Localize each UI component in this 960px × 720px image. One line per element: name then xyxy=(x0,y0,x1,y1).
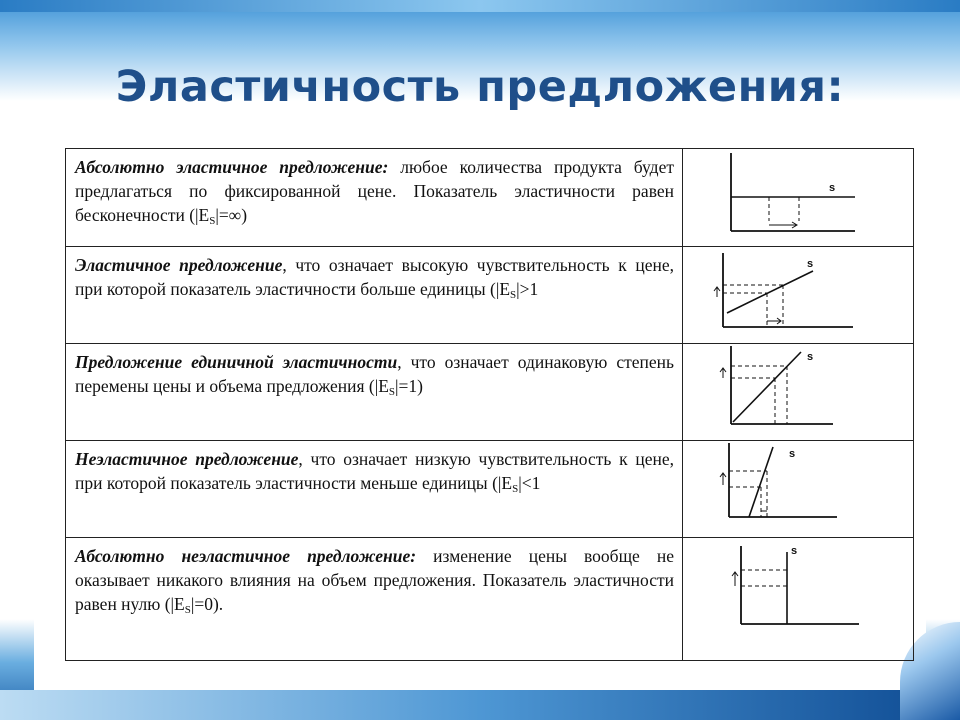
row-text-end: |=1) xyxy=(395,376,423,396)
bottom-decor-band xyxy=(0,690,960,720)
row-term: Абсолютно эластичное предложение: xyxy=(75,157,389,177)
row-text-end: |=∞) xyxy=(215,205,248,225)
supply-label: s xyxy=(789,448,796,460)
graph-cell xyxy=(683,344,914,441)
table-row xyxy=(66,441,914,538)
supply-curve xyxy=(749,447,773,517)
slide-title: Эластичность предложения: xyxy=(115,62,845,112)
row-text: , что означает высокую чувствительность к цене, при которой показатель эластичности больше единицы (|E xyxy=(75,255,674,299)
supply-label: s xyxy=(807,351,814,363)
supply-curve xyxy=(733,352,801,422)
graph-cell xyxy=(683,247,914,344)
table-row xyxy=(66,344,914,441)
subscript: S xyxy=(510,289,517,301)
subscript: S xyxy=(512,483,519,495)
supply-label: s xyxy=(807,258,814,270)
row-text: , что означает одинаковую степень перемены цены и объема предложения (|E xyxy=(75,352,674,396)
table-row xyxy=(66,247,914,344)
graph-cell xyxy=(683,149,914,247)
row-description xyxy=(66,344,682,404)
supply-label: s xyxy=(791,545,798,557)
description-cell xyxy=(66,441,683,538)
description-cell xyxy=(66,538,683,661)
supply-graph-vertical xyxy=(683,538,913,660)
elasticity-table xyxy=(65,148,914,661)
graph-cell xyxy=(683,538,914,661)
subscript: S xyxy=(388,386,396,398)
supply-graph-inelastic xyxy=(683,441,913,537)
subscript: S xyxy=(209,215,216,227)
graph-cell xyxy=(683,441,914,538)
row-term: Эластичное предложение xyxy=(75,255,283,275)
row-text: , что означает низкую чувствительность к цене, при которой показатель эластичности меньше единицы (|E xyxy=(75,449,674,493)
table-row xyxy=(66,538,914,661)
supply-graph-unit xyxy=(683,344,913,440)
table-row xyxy=(66,149,914,247)
row-description xyxy=(66,149,682,233)
description-cell xyxy=(66,247,683,344)
supply-graph-horizontal xyxy=(683,149,913,246)
row-term: Неэластичное предложение xyxy=(75,449,299,469)
row-description xyxy=(66,538,682,622)
row-text-end: |>1 xyxy=(516,279,539,299)
elasticity-table-container xyxy=(65,148,913,660)
supply-graph-elastic xyxy=(683,247,913,343)
supply-curve xyxy=(727,271,813,313)
row-term: Абсолютно неэластичное предложение: xyxy=(75,546,417,566)
row-description xyxy=(66,441,682,501)
row-text: любое количества продукта будет предлагаться по фиксированной цене. Показатель эластичности равен бесконечности (|E xyxy=(75,157,674,225)
supply-label: s xyxy=(829,182,836,194)
top-decor-band xyxy=(0,0,960,12)
description-cell xyxy=(66,149,683,247)
row-description xyxy=(66,247,682,307)
subscript: S xyxy=(184,604,191,616)
description-cell xyxy=(66,344,683,441)
row-text-end: |<1 xyxy=(518,473,541,493)
row-text-end: |=0). xyxy=(190,594,224,614)
row-term: Предложение единичной эластичности xyxy=(75,352,398,372)
row-text: изменение цены вообще не оказывает никакого влияния на объем предложения. Показатель эластичности равен нулю (|E xyxy=(75,546,674,614)
